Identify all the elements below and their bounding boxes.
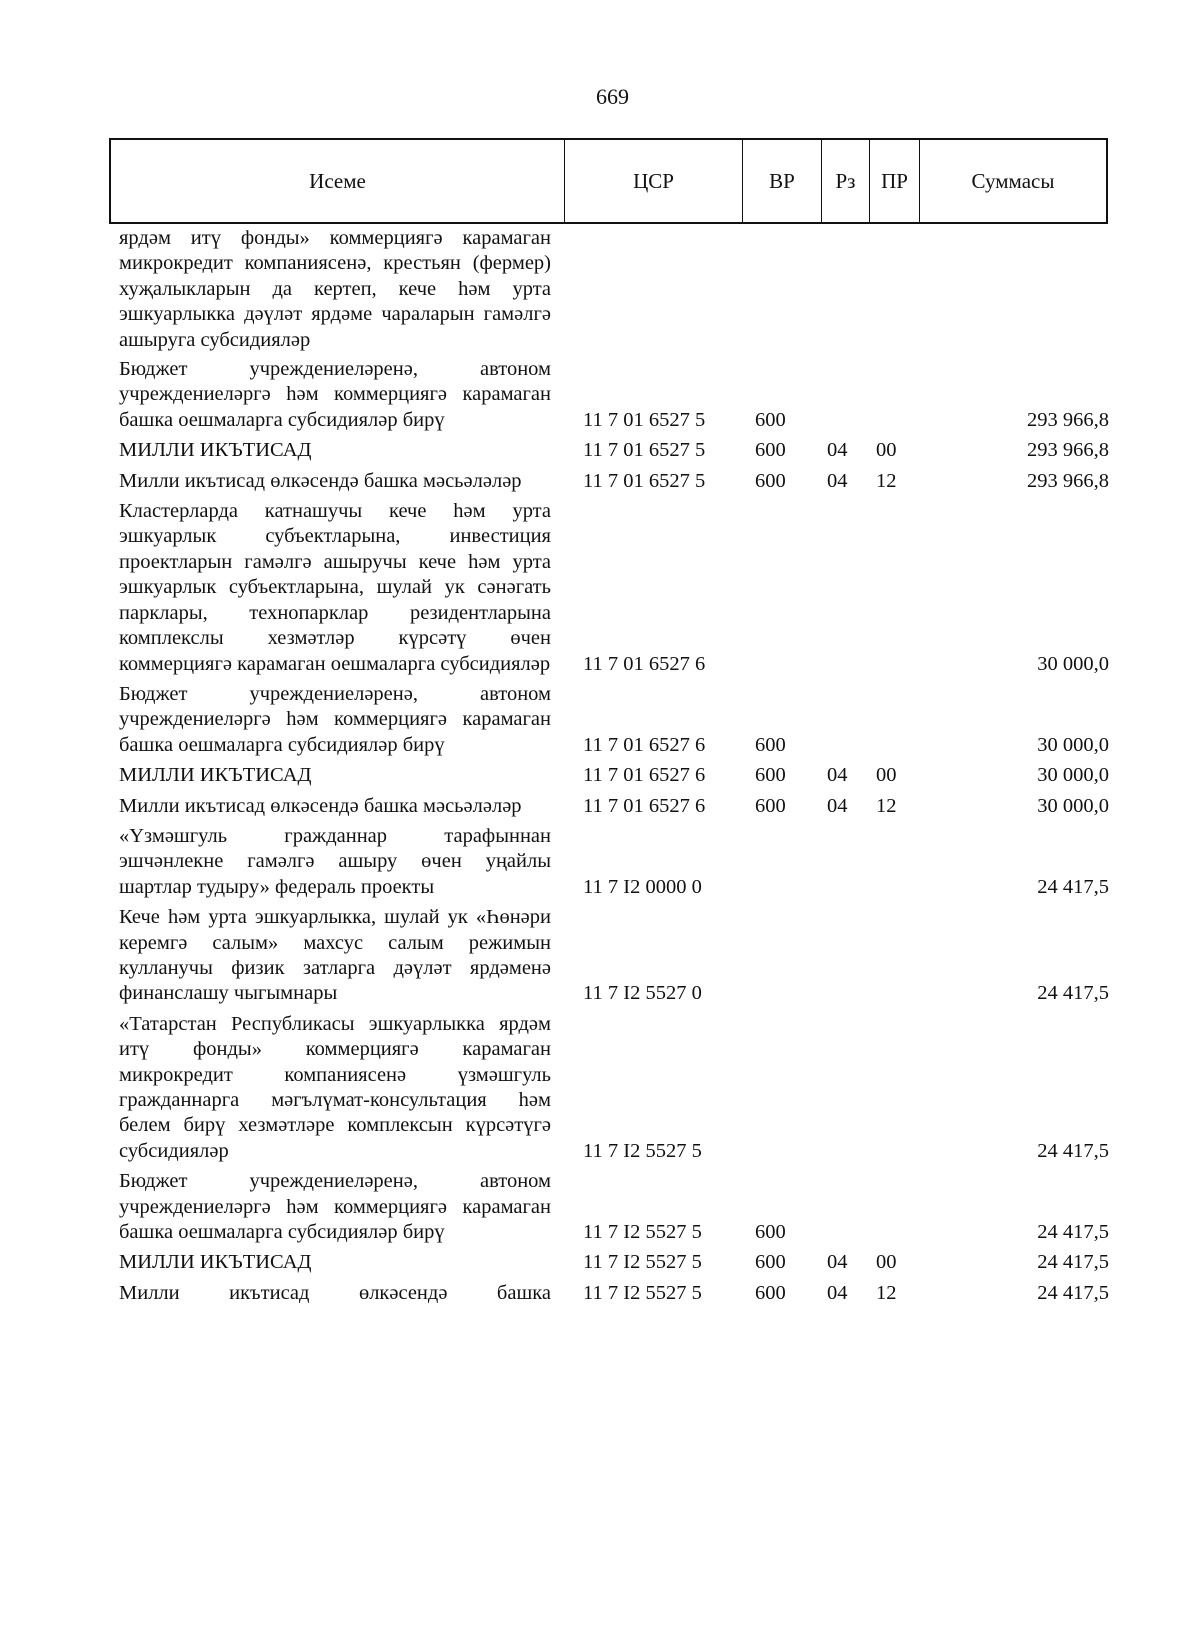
row-csr: 11 7 01 6527 5	[583, 408, 706, 431]
row-vr: 600	[755, 764, 786, 787]
row-csr: 11 7 01 6527 5	[583, 469, 706, 492]
table-row	[119, 682, 1109, 758]
row-name: «Татарстан Республикасы эшкуарлыкка ярдәм итү фонды» коммерциягә карамаган микрокредит компаниясенә үзмәшгуль гражданнарга мәгълүмат-консультация һәм белем бирү хезмәтләре комплексын күрсәтүгә субсидияләр	[119, 1012, 551, 1162]
row-rz: 04	[827, 794, 848, 817]
row-vr: 600	[755, 1281, 786, 1304]
row-name: Кече һәм урта эшкуарлыкка, шулай ук «Һөнәри керемгә салым» махсус салым режимын кулланучы физик затларга дәүләт ярдәменә финанслашу чыгымнары	[119, 906, 551, 1005]
row-sum: 30 000,0	[1037, 733, 1109, 756]
table-row	[119, 1281, 1109, 1306]
row-vr: 600	[755, 439, 786, 462]
row-name: Кластерларда катнашучы кече һәм урта эшкуарлык субъектларына, инвестиция проектларын гамәлгә ашыручы кече һәм урта эшкуарлык субъектларына, шулай ук сәнәгать парклары, технопарклар резидентларына комплекслы хезмәтләр күрсәтү өчен коммерциягә карамаган оешмаларга субсидияләр	[119, 500, 551, 675]
row-pr: 12	[876, 469, 897, 492]
row-pr: 00	[876, 764, 897, 787]
page-number: 669	[596, 84, 629, 109]
row-csr: 11 7 01 6527 6	[583, 733, 706, 756]
row-name: Милли икътисад өлкәсендә башка	[119, 1281, 551, 1304]
row-vr: 600	[755, 1251, 786, 1274]
row-name: МИЛЛИ ИКЪТИСАД	[119, 439, 312, 462]
table-row	[119, 1250, 1109, 1275]
row-rz: 04	[827, 1281, 848, 1304]
row-sum: 30 000,0	[1037, 794, 1109, 817]
row-rz: 04	[827, 764, 848, 787]
table-row	[119, 226, 1109, 353]
row-sum: 24 417,5	[1037, 1251, 1109, 1274]
table-row	[119, 469, 1109, 494]
row-pr: 12	[876, 794, 897, 817]
row-csr: 11 7 I2 5527 5	[583, 1139, 702, 1162]
row-vr: 600	[755, 408, 786, 431]
row-csr: 11 7 I2 5527 5	[583, 1281, 702, 1304]
row-sum: 24 417,5	[1037, 982, 1109, 1005]
column-header-sum: Суммасы	[971, 168, 1055, 193]
table-row	[119, 763, 1109, 788]
row-csr: 11 7 I2 5527 5	[583, 1251, 702, 1274]
row-rz: 04	[827, 439, 848, 462]
row-rz: 04	[827, 469, 848, 492]
column-header-name: Исеме	[111, 140, 565, 222]
row-sum: 24 417,5	[1037, 875, 1109, 898]
row-sum: 24 417,5	[1037, 1139, 1109, 1162]
table-row	[119, 794, 1109, 819]
row-name: Милли икътисад өлкәсендә башка мәсьәләләр	[119, 794, 522, 817]
row-sum: 293 966,8	[1027, 469, 1109, 492]
row-csr: 11 7 01 6527 6	[583, 794, 706, 817]
row-sum: 24 417,5	[1037, 1281, 1109, 1304]
row-name: Бюджет учреждениеләренә, автоном учреждениеләргә һәм коммерциягә карамаган башка оешмаларга субсидияләр бирү	[119, 1170, 551, 1244]
row-sum: 24 417,5	[1037, 1221, 1109, 1244]
column-header-csr: ЦСР	[565, 140, 743, 222]
row-sum: 293 966,8	[1027, 439, 1109, 462]
row-vr: 600	[755, 469, 786, 492]
row-csr: 11 7 01 6527 6	[583, 764, 706, 787]
row-sum: 293 966,8	[1027, 408, 1109, 431]
table-row	[119, 1012, 1109, 1164]
row-pr: 00	[876, 1251, 897, 1274]
column-header-pr: ПР	[870, 140, 920, 222]
row-vr: 600	[755, 733, 786, 756]
column-header-vr: ВР	[743, 140, 822, 222]
column-header-rz: Рз	[822, 140, 870, 222]
row-csr: 11 7 I2 0000 0	[583, 875, 702, 898]
table-body	[119, 226, 1109, 1311]
table-row	[119, 824, 1109, 900]
table-row	[119, 357, 1109, 433]
row-csr: 11 7 I2 5527 5	[583, 1221, 702, 1244]
row-csr: 11 7 I2 5527 0	[583, 982, 702, 1005]
row-rz: 04	[827, 1251, 848, 1274]
table-header	[109, 138, 1108, 224]
row-name: МИЛЛИ ИКЪТИСАД	[119, 764, 312, 787]
row-name: Милли икътисад өлкәсендә башка мәсьәләләр	[119, 469, 522, 492]
row-name: Бюджет учреждениеләренә, автоном учреждениеләргә һәм коммерциягә карамаган башка оешмаларга субсидияләр бирү	[119, 358, 551, 431]
table-row	[119, 499, 1109, 677]
row-sum: 30 000,0	[1037, 764, 1109, 787]
table-row	[119, 438, 1109, 463]
row-name: Бюджет учреждениеләренә, автоном учреждениеләргә һәм коммерциягә карамаган башка оешмаларга субсидияләр бирү	[119, 682, 551, 756]
row-name: ярдәм итү фонды» коммерциягә карамаган микрокредит компаниясенә, крестьян (фермер) хуҗалыкларын да кертеп, кече һәм урта эшкуарлыкка дәүләт ярдәме чараларын гамәлгә ашыруга субсидияләр	[119, 227, 551, 351]
table-row	[119, 905, 1109, 1007]
table-row	[119, 1169, 1109, 1245]
row-pr: 00	[876, 439, 897, 462]
row-csr: 11 7 01 6527 6	[583, 652, 706, 675]
row-csr: 11 7 01 6527 5	[583, 439, 706, 462]
row-name: «Үзмәшгуль гражданнар тарафыннан эшчәнлекне гамәлгә ашыру өчен уңайлы шартлар тудыру» федераль проекты	[119, 824, 551, 898]
row-sum: 30 000,0	[1037, 652, 1109, 675]
row-vr: 600	[755, 1221, 786, 1244]
row-name: МИЛЛИ ИКЪТИСАД	[119, 1251, 312, 1274]
row-pr: 12	[876, 1281, 897, 1304]
row-vr: 600	[755, 794, 786, 817]
